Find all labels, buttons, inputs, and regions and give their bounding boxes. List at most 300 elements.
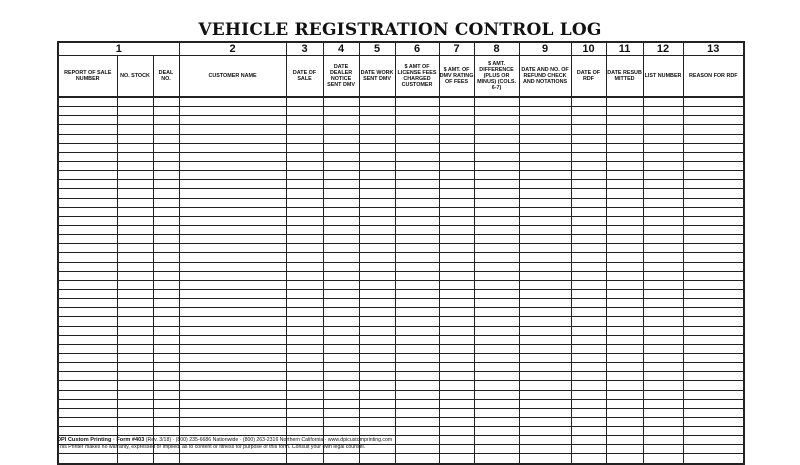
log-cell[interactable] [683, 280, 744, 289]
log-cell[interactable] [571, 152, 606, 161]
log-cell[interactable] [117, 134, 153, 143]
log-cell[interactable] [606, 399, 643, 408]
log-cell[interactable] [571, 326, 606, 335]
log-cell[interactable] [359, 271, 395, 280]
log-cell[interactable] [439, 271, 474, 280]
log-cell[interactable] [643, 308, 683, 317]
log-cell[interactable] [153, 289, 179, 298]
log-cell[interactable] [58, 399, 117, 408]
log-cell[interactable] [571, 271, 606, 280]
log-cell[interactable] [683, 134, 744, 143]
log-cell[interactable] [153, 125, 179, 134]
log-cell[interactable] [395, 189, 439, 198]
log-cell[interactable] [58, 344, 117, 353]
log-cell[interactable] [683, 198, 744, 207]
log-cell[interactable] [571, 344, 606, 353]
log-cell[interactable] [643, 299, 683, 308]
log-cell[interactable] [606, 299, 643, 308]
log-cell[interactable] [439, 152, 474, 161]
log-cell[interactable] [359, 372, 395, 381]
log-cell[interactable] [571, 235, 606, 244]
log-cell[interactable] [153, 408, 179, 417]
log-cell[interactable] [643, 180, 683, 189]
log-cell[interactable] [323, 125, 359, 134]
log-cell[interactable] [153, 97, 179, 107]
log-cell[interactable] [359, 408, 395, 417]
log-cell[interactable] [683, 253, 744, 262]
log-cell[interactable] [606, 308, 643, 317]
log-cell[interactable] [519, 116, 571, 125]
log-cell[interactable] [474, 299, 519, 308]
log-cell[interactable] [439, 207, 474, 216]
log-cell[interactable] [571, 116, 606, 125]
log-cell[interactable] [474, 408, 519, 417]
log-cell[interactable] [643, 317, 683, 326]
log-cell[interactable] [606, 161, 643, 170]
log-cell[interactable] [683, 143, 744, 152]
log-cell[interactable] [643, 253, 683, 262]
log-cell[interactable] [519, 189, 571, 198]
log-cell[interactable] [395, 427, 439, 436]
log-cell[interactable] [153, 427, 179, 436]
log-cell[interactable] [153, 262, 179, 271]
log-cell[interactable] [286, 134, 323, 143]
log-cell[interactable] [58, 216, 117, 225]
log-cell[interactable] [439, 97, 474, 107]
log-cell[interactable] [683, 271, 744, 280]
log-cell[interactable] [606, 143, 643, 152]
log-cell[interactable] [643, 399, 683, 408]
log-cell[interactable] [323, 454, 359, 464]
log-cell[interactable] [58, 353, 117, 362]
log-cell[interactable] [58, 97, 117, 107]
log-cell[interactable] [474, 353, 519, 362]
log-cell[interactable] [323, 262, 359, 271]
log-cell[interactable] [359, 216, 395, 225]
log-cell[interactable] [683, 308, 744, 317]
log-cell[interactable] [117, 152, 153, 161]
log-cell[interactable] [323, 207, 359, 216]
log-cell[interactable] [643, 417, 683, 426]
log-cell[interactable] [323, 408, 359, 417]
log-cell[interactable] [683, 381, 744, 390]
log-cell[interactable] [683, 353, 744, 362]
log-cell[interactable] [395, 225, 439, 234]
log-cell[interactable] [683, 335, 744, 344]
log-cell[interactable] [683, 125, 744, 134]
log-cell[interactable] [359, 235, 395, 244]
log-cell[interactable] [286, 180, 323, 189]
log-cell[interactable] [359, 116, 395, 125]
log-cell[interactable] [359, 125, 395, 134]
log-cell[interactable] [179, 198, 286, 207]
log-cell[interactable] [58, 417, 117, 426]
log-cell[interactable] [153, 161, 179, 170]
log-cell[interactable] [117, 125, 153, 134]
log-cell[interactable] [117, 317, 153, 326]
log-cell[interactable] [323, 299, 359, 308]
log-cell[interactable] [179, 399, 286, 408]
log-cell[interactable] [395, 299, 439, 308]
log-cell[interactable] [359, 225, 395, 234]
log-cell[interactable] [58, 244, 117, 253]
log-cell[interactable] [359, 427, 395, 436]
log-cell[interactable] [359, 335, 395, 344]
log-cell[interactable] [439, 216, 474, 225]
log-cell[interactable] [153, 143, 179, 152]
log-cell[interactable] [606, 171, 643, 180]
log-cell[interactable] [439, 408, 474, 417]
log-cell[interactable] [359, 317, 395, 326]
log-cell[interactable] [395, 107, 439, 116]
log-cell[interactable] [153, 180, 179, 189]
log-cell[interactable] [179, 143, 286, 152]
log-cell[interactable] [153, 344, 179, 353]
log-cell[interactable] [395, 271, 439, 280]
log-cell[interactable] [643, 171, 683, 180]
log-cell[interactable] [323, 381, 359, 390]
log-cell[interactable] [519, 363, 571, 372]
log-cell[interactable] [571, 308, 606, 317]
log-cell[interactable] [286, 408, 323, 417]
log-cell[interactable] [117, 271, 153, 280]
log-cell[interactable] [323, 180, 359, 189]
log-cell[interactable] [606, 152, 643, 161]
log-cell[interactable] [606, 326, 643, 335]
log-cell[interactable] [683, 417, 744, 426]
log-cell[interactable] [323, 326, 359, 335]
log-cell[interactable] [179, 125, 286, 134]
log-cell[interactable] [117, 417, 153, 426]
log-cell[interactable] [395, 353, 439, 362]
log-cell[interactable] [571, 280, 606, 289]
log-cell[interactable] [323, 189, 359, 198]
log-cell[interactable] [439, 171, 474, 180]
log-cell[interactable] [153, 189, 179, 198]
log-cell[interactable] [683, 189, 744, 198]
log-cell[interactable] [153, 372, 179, 381]
log-cell[interactable] [683, 427, 744, 436]
log-cell[interactable] [58, 299, 117, 308]
log-cell[interactable] [439, 262, 474, 271]
log-cell[interactable] [359, 417, 395, 426]
log-cell[interactable] [323, 134, 359, 143]
log-cell[interactable] [474, 97, 519, 107]
log-cell[interactable] [439, 134, 474, 143]
log-cell[interactable] [519, 171, 571, 180]
log-cell[interactable] [474, 152, 519, 161]
log-cell[interactable] [323, 107, 359, 116]
log-cell[interactable] [683, 408, 744, 417]
log-cell[interactable] [474, 454, 519, 464]
log-cell[interactable] [323, 289, 359, 298]
log-cell[interactable] [519, 344, 571, 353]
log-cell[interactable] [643, 335, 683, 344]
log-cell[interactable] [286, 454, 323, 464]
log-cell[interactable] [179, 381, 286, 390]
log-cell[interactable] [323, 363, 359, 372]
log-cell[interactable] [606, 427, 643, 436]
log-cell[interactable] [571, 454, 606, 464]
log-cell[interactable] [153, 454, 179, 464]
log-cell[interactable] [395, 235, 439, 244]
log-cell[interactable] [439, 235, 474, 244]
log-cell[interactable] [58, 326, 117, 335]
log-cell[interactable] [117, 280, 153, 289]
log-cell[interactable] [519, 262, 571, 271]
log-cell[interactable] [519, 454, 571, 464]
log-cell[interactable] [323, 161, 359, 170]
log-cell[interactable] [58, 143, 117, 152]
log-cell[interactable] [571, 399, 606, 408]
log-cell[interactable] [58, 280, 117, 289]
log-cell[interactable] [395, 454, 439, 464]
log-cell[interactable] [395, 335, 439, 344]
log-cell[interactable] [519, 134, 571, 143]
log-cell[interactable] [286, 335, 323, 344]
log-cell[interactable] [117, 180, 153, 189]
log-cell[interactable] [153, 271, 179, 280]
log-cell[interactable] [153, 244, 179, 253]
log-cell[interactable] [395, 216, 439, 225]
log-cell[interactable] [286, 152, 323, 161]
log-cell[interactable] [286, 143, 323, 152]
log-cell[interactable] [439, 299, 474, 308]
log-cell[interactable] [643, 390, 683, 399]
log-cell[interactable] [359, 189, 395, 198]
log-cell[interactable] [117, 289, 153, 298]
log-cell[interactable] [474, 280, 519, 289]
log-cell[interactable] [286, 326, 323, 335]
log-cell[interactable] [179, 207, 286, 216]
log-cell[interactable] [179, 335, 286, 344]
log-cell[interactable] [474, 161, 519, 170]
log-cell[interactable] [395, 262, 439, 271]
log-cell[interactable] [439, 107, 474, 116]
log-cell[interactable] [359, 134, 395, 143]
log-cell[interactable] [606, 253, 643, 262]
log-cell[interactable] [58, 116, 117, 125]
log-cell[interactable] [323, 427, 359, 436]
log-cell[interactable] [606, 216, 643, 225]
log-cell[interactable] [359, 207, 395, 216]
log-cell[interactable] [395, 390, 439, 399]
log-cell[interactable] [286, 262, 323, 271]
log-cell[interactable] [323, 353, 359, 362]
log-cell[interactable] [286, 225, 323, 234]
log-cell[interactable] [395, 408, 439, 417]
log-cell[interactable] [474, 116, 519, 125]
log-cell[interactable] [359, 326, 395, 335]
log-cell[interactable] [323, 344, 359, 353]
log-cell[interactable] [643, 189, 683, 198]
log-cell[interactable] [286, 390, 323, 399]
log-cell[interactable] [286, 244, 323, 253]
log-cell[interactable] [606, 408, 643, 417]
log-cell[interactable] [571, 216, 606, 225]
log-cell[interactable] [519, 161, 571, 170]
log-cell[interactable] [286, 171, 323, 180]
log-cell[interactable] [359, 97, 395, 107]
log-cell[interactable] [286, 253, 323, 262]
log-cell[interactable] [571, 417, 606, 426]
log-cell[interactable] [117, 253, 153, 262]
log-cell[interactable] [286, 271, 323, 280]
log-cell[interactable] [58, 180, 117, 189]
log-cell[interactable] [395, 280, 439, 289]
log-cell[interactable] [571, 381, 606, 390]
log-cell[interactable] [117, 262, 153, 271]
log-cell[interactable] [683, 107, 744, 116]
log-cell[interactable] [58, 390, 117, 399]
log-cell[interactable] [683, 244, 744, 253]
log-cell[interactable] [179, 253, 286, 262]
log-cell[interactable] [606, 116, 643, 125]
log-cell[interactable] [519, 225, 571, 234]
log-cell[interactable] [643, 454, 683, 464]
log-cell[interactable] [571, 107, 606, 116]
log-cell[interactable] [571, 97, 606, 107]
log-cell[interactable] [58, 225, 117, 234]
log-cell[interactable] [117, 216, 153, 225]
log-cell[interactable] [474, 390, 519, 399]
log-cell[interactable] [643, 427, 683, 436]
log-cell[interactable] [683, 97, 744, 107]
log-cell[interactable] [359, 381, 395, 390]
log-cell[interactable] [606, 390, 643, 399]
log-cell[interactable] [153, 308, 179, 317]
log-cell[interactable] [606, 280, 643, 289]
log-cell[interactable] [153, 107, 179, 116]
log-cell[interactable] [179, 235, 286, 244]
log-cell[interactable] [179, 308, 286, 317]
log-cell[interactable] [117, 326, 153, 335]
log-cell[interactable] [58, 308, 117, 317]
log-cell[interactable] [359, 180, 395, 189]
log-cell[interactable] [571, 262, 606, 271]
log-cell[interactable] [117, 335, 153, 344]
log-cell[interactable] [153, 235, 179, 244]
log-cell[interactable] [519, 353, 571, 362]
log-cell[interactable] [474, 417, 519, 426]
log-cell[interactable] [571, 390, 606, 399]
log-cell[interactable] [474, 198, 519, 207]
log-cell[interactable] [643, 280, 683, 289]
log-cell[interactable] [286, 235, 323, 244]
log-cell[interactable] [519, 152, 571, 161]
log-cell[interactable] [153, 381, 179, 390]
log-cell[interactable] [519, 417, 571, 426]
log-cell[interactable] [286, 289, 323, 298]
log-cell[interactable] [117, 107, 153, 116]
log-cell[interactable] [606, 363, 643, 372]
log-cell[interactable] [58, 372, 117, 381]
log-cell[interactable] [395, 143, 439, 152]
log-cell[interactable] [683, 363, 744, 372]
log-cell[interactable] [474, 271, 519, 280]
log-cell[interactable] [395, 372, 439, 381]
log-cell[interactable] [153, 216, 179, 225]
log-cell[interactable] [643, 372, 683, 381]
log-cell[interactable] [179, 262, 286, 271]
log-cell[interactable] [58, 235, 117, 244]
log-cell[interactable] [286, 317, 323, 326]
log-cell[interactable] [683, 262, 744, 271]
log-cell[interactable] [323, 116, 359, 125]
log-cell[interactable] [519, 427, 571, 436]
log-cell[interactable] [153, 207, 179, 216]
log-cell[interactable] [643, 216, 683, 225]
log-cell[interactable] [58, 381, 117, 390]
log-cell[interactable] [359, 152, 395, 161]
log-cell[interactable] [323, 308, 359, 317]
log-cell[interactable] [58, 152, 117, 161]
log-cell[interactable] [395, 344, 439, 353]
log-cell[interactable] [153, 299, 179, 308]
log-cell[interactable] [683, 116, 744, 125]
log-cell[interactable] [395, 399, 439, 408]
log-cell[interactable] [359, 390, 395, 399]
log-cell[interactable] [323, 152, 359, 161]
log-cell[interactable] [606, 235, 643, 244]
log-cell[interactable] [439, 308, 474, 317]
log-cell[interactable] [474, 107, 519, 116]
log-cell[interactable] [571, 353, 606, 362]
log-cell[interactable] [643, 97, 683, 107]
log-cell[interactable] [359, 353, 395, 362]
log-cell[interactable] [58, 317, 117, 326]
log-cell[interactable] [323, 390, 359, 399]
log-cell[interactable] [58, 335, 117, 344]
log-cell[interactable] [474, 289, 519, 298]
log-cell[interactable] [179, 344, 286, 353]
log-cell[interactable] [179, 299, 286, 308]
log-cell[interactable] [439, 335, 474, 344]
log-cell[interactable] [153, 417, 179, 426]
log-cell[interactable] [179, 317, 286, 326]
log-cell[interactable] [474, 125, 519, 134]
log-cell[interactable] [179, 417, 286, 426]
log-cell[interactable] [606, 335, 643, 344]
log-cell[interactable] [359, 454, 395, 464]
log-cell[interactable] [439, 372, 474, 381]
log-cell[interactable] [606, 189, 643, 198]
log-cell[interactable] [439, 143, 474, 152]
log-cell[interactable] [643, 225, 683, 234]
log-cell[interactable] [153, 363, 179, 372]
log-cell[interactable] [117, 235, 153, 244]
log-cell[interactable] [474, 180, 519, 189]
log-cell[interactable] [571, 161, 606, 170]
log-cell[interactable] [519, 390, 571, 399]
log-cell[interactable] [571, 427, 606, 436]
log-cell[interactable] [571, 143, 606, 152]
log-cell[interactable] [439, 253, 474, 262]
log-cell[interactable] [286, 344, 323, 353]
log-cell[interactable] [571, 134, 606, 143]
log-cell[interactable] [683, 171, 744, 180]
log-cell[interactable] [117, 207, 153, 216]
log-cell[interactable] [519, 289, 571, 298]
log-cell[interactable] [58, 134, 117, 143]
log-cell[interactable] [474, 317, 519, 326]
log-cell[interactable] [395, 308, 439, 317]
log-cell[interactable] [359, 161, 395, 170]
log-cell[interactable] [395, 134, 439, 143]
log-cell[interactable] [571, 207, 606, 216]
log-cell[interactable] [519, 107, 571, 116]
log-cell[interactable] [519, 244, 571, 253]
